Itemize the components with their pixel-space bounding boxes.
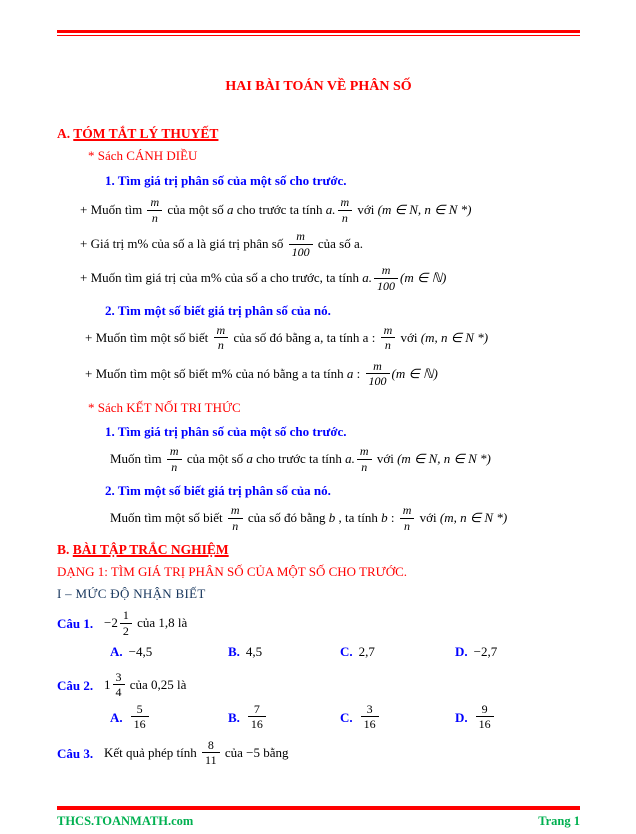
canh-dieu-subhead-1: 1. Tìm giá trị phân số của một số cho trước. [105,173,347,188]
answer-key: C. [340,710,353,726]
answer-value: $\frac{9}{16}$ [474,704,496,732]
question-3-body: Kết quả phép tính $\frac{8}{11}$ của −5 bằng [104,737,289,768]
answer-option [110,701,228,732]
footer-site: THCS.TOANMATH.com [57,814,194,828]
page-title: HAI BÀI TOÁN VỀ PHÂN SỐ [225,79,412,94]
book-label-ket-noi: * Sách KẾT NỐI TRI THỨC [88,399,241,415]
canh-dieu-subhead-2: 2. Tìm một số biết giá trị phân số của nó. [105,302,331,318]
answer-option [228,701,340,732]
answer-key: B. [228,643,240,659]
answer-value: $\frac{3}{16}$ [359,704,381,732]
answer-value: −4,5 [128,643,153,659]
section-b-prefix: B. [57,542,70,558]
answer-key: D. [455,710,468,726]
question-1-body: −2 $\frac{1}{2}$ của 1,8 là [104,608,188,638]
answer-key: C. [340,643,353,659]
ket-noi-subhead-1: 1. Tìm giá trị phân số của một số cho trước. [105,423,347,439]
formula-line: + Muốn tìm một số biết $\frac{m}{n}$ của số đó bằng a, ta tính a : $\frac{m}{n}$ với (m, n ∈ N *) [85,322,489,353]
question-2-body: 1 $\frac{3}{4}$ của 0,25 là [104,669,187,700]
question-3-label: Câu 3. [57,745,94,761]
question-3 [57,737,580,768]
answer-option [455,701,496,732]
answer-value: 2,7 [358,643,375,659]
section-a-title: TÓM TẮT LÝ THUYẾT [73,126,219,141]
section-b-title: BÀI TẬP TRẮC NGHIỆM [72,542,229,558]
footer-rule [57,806,580,810]
formula-line: Muốn tìm một số biết $\frac{m}{n}$ của số đó bằng b , ta tính b : $\frac{m}{n}$ với (m, n ∈ N *) [110,503,508,533]
level-heading: I – MỨC ĐỘ NHẬN BIẾT [57,586,206,602]
question-2-answers [57,701,580,732]
formula-line: + Muốn tìm giá trị của m% của số a cho trước, ta tính a. $\frac{m}{100}$ (m ∈ ℕ) [80,263,447,293]
question-1-answers [57,643,580,660]
answer-key: A. [110,710,123,726]
answer-key: B. [228,710,240,726]
top-rule [57,30,580,36]
answer-option [340,701,455,732]
question-2 [57,669,580,700]
answer-value: −2,7 [473,643,498,659]
answer-value: $\frac{7}{16}$ [246,704,268,732]
answer-option [455,643,497,660]
footer-page-number: Trang 1 [538,814,580,828]
formula-line: Muốn tìm $\frac{m}{n}$ của một số a cho trước ta tính a. $\frac{m}{n}$ với (m ∈ N, n ∈ N *) [110,443,491,474]
question-1 [57,610,580,638]
formula-line: + Muốn tìm $\frac{m}{n}$ của một số a cho trước ta tính a. $\frac{m}{n}$ với (m ∈ N, n ∈ N *) [80,195,472,225]
ket-noi-subhead-2: 2. Tìm một số biết giá trị phân số của nó. [105,483,331,499]
question-1-label: Câu 1. [57,616,94,632]
question-2-label: Câu 2. [57,677,94,693]
formula-line: + Giá trị m% của số a là giá trị phân số $\frac{m}{100}$ của số a. [80,229,363,259]
answer-option [340,643,455,660]
answer-option [228,643,340,660]
answer-value: $\frac{5}{16}$ [129,704,151,732]
dang-1-heading: DẠNG 1: TÌM GIÁ TRỊ PHÂN SỐ CỦA MỘT SỐ CHO TRƯỚC. [57,564,408,580]
section-a-prefix: A. [57,126,71,141]
footer [57,814,580,829]
answer-value: 4,5 [245,643,263,659]
formula-line: + Muốn tìm một số biết m% của nó bằng a ta tính a : $\frac{m}{100}$ (m ∈ ℕ) [85,358,438,389]
answer-option [110,643,228,660]
section-b-heading [57,541,580,558]
book-label-canh-dieu: * Sách CÁNH DIỀU [88,148,198,163]
answer-key: D. [455,643,468,659]
answer-key: A. [110,643,123,659]
section-a-heading [57,125,580,142]
